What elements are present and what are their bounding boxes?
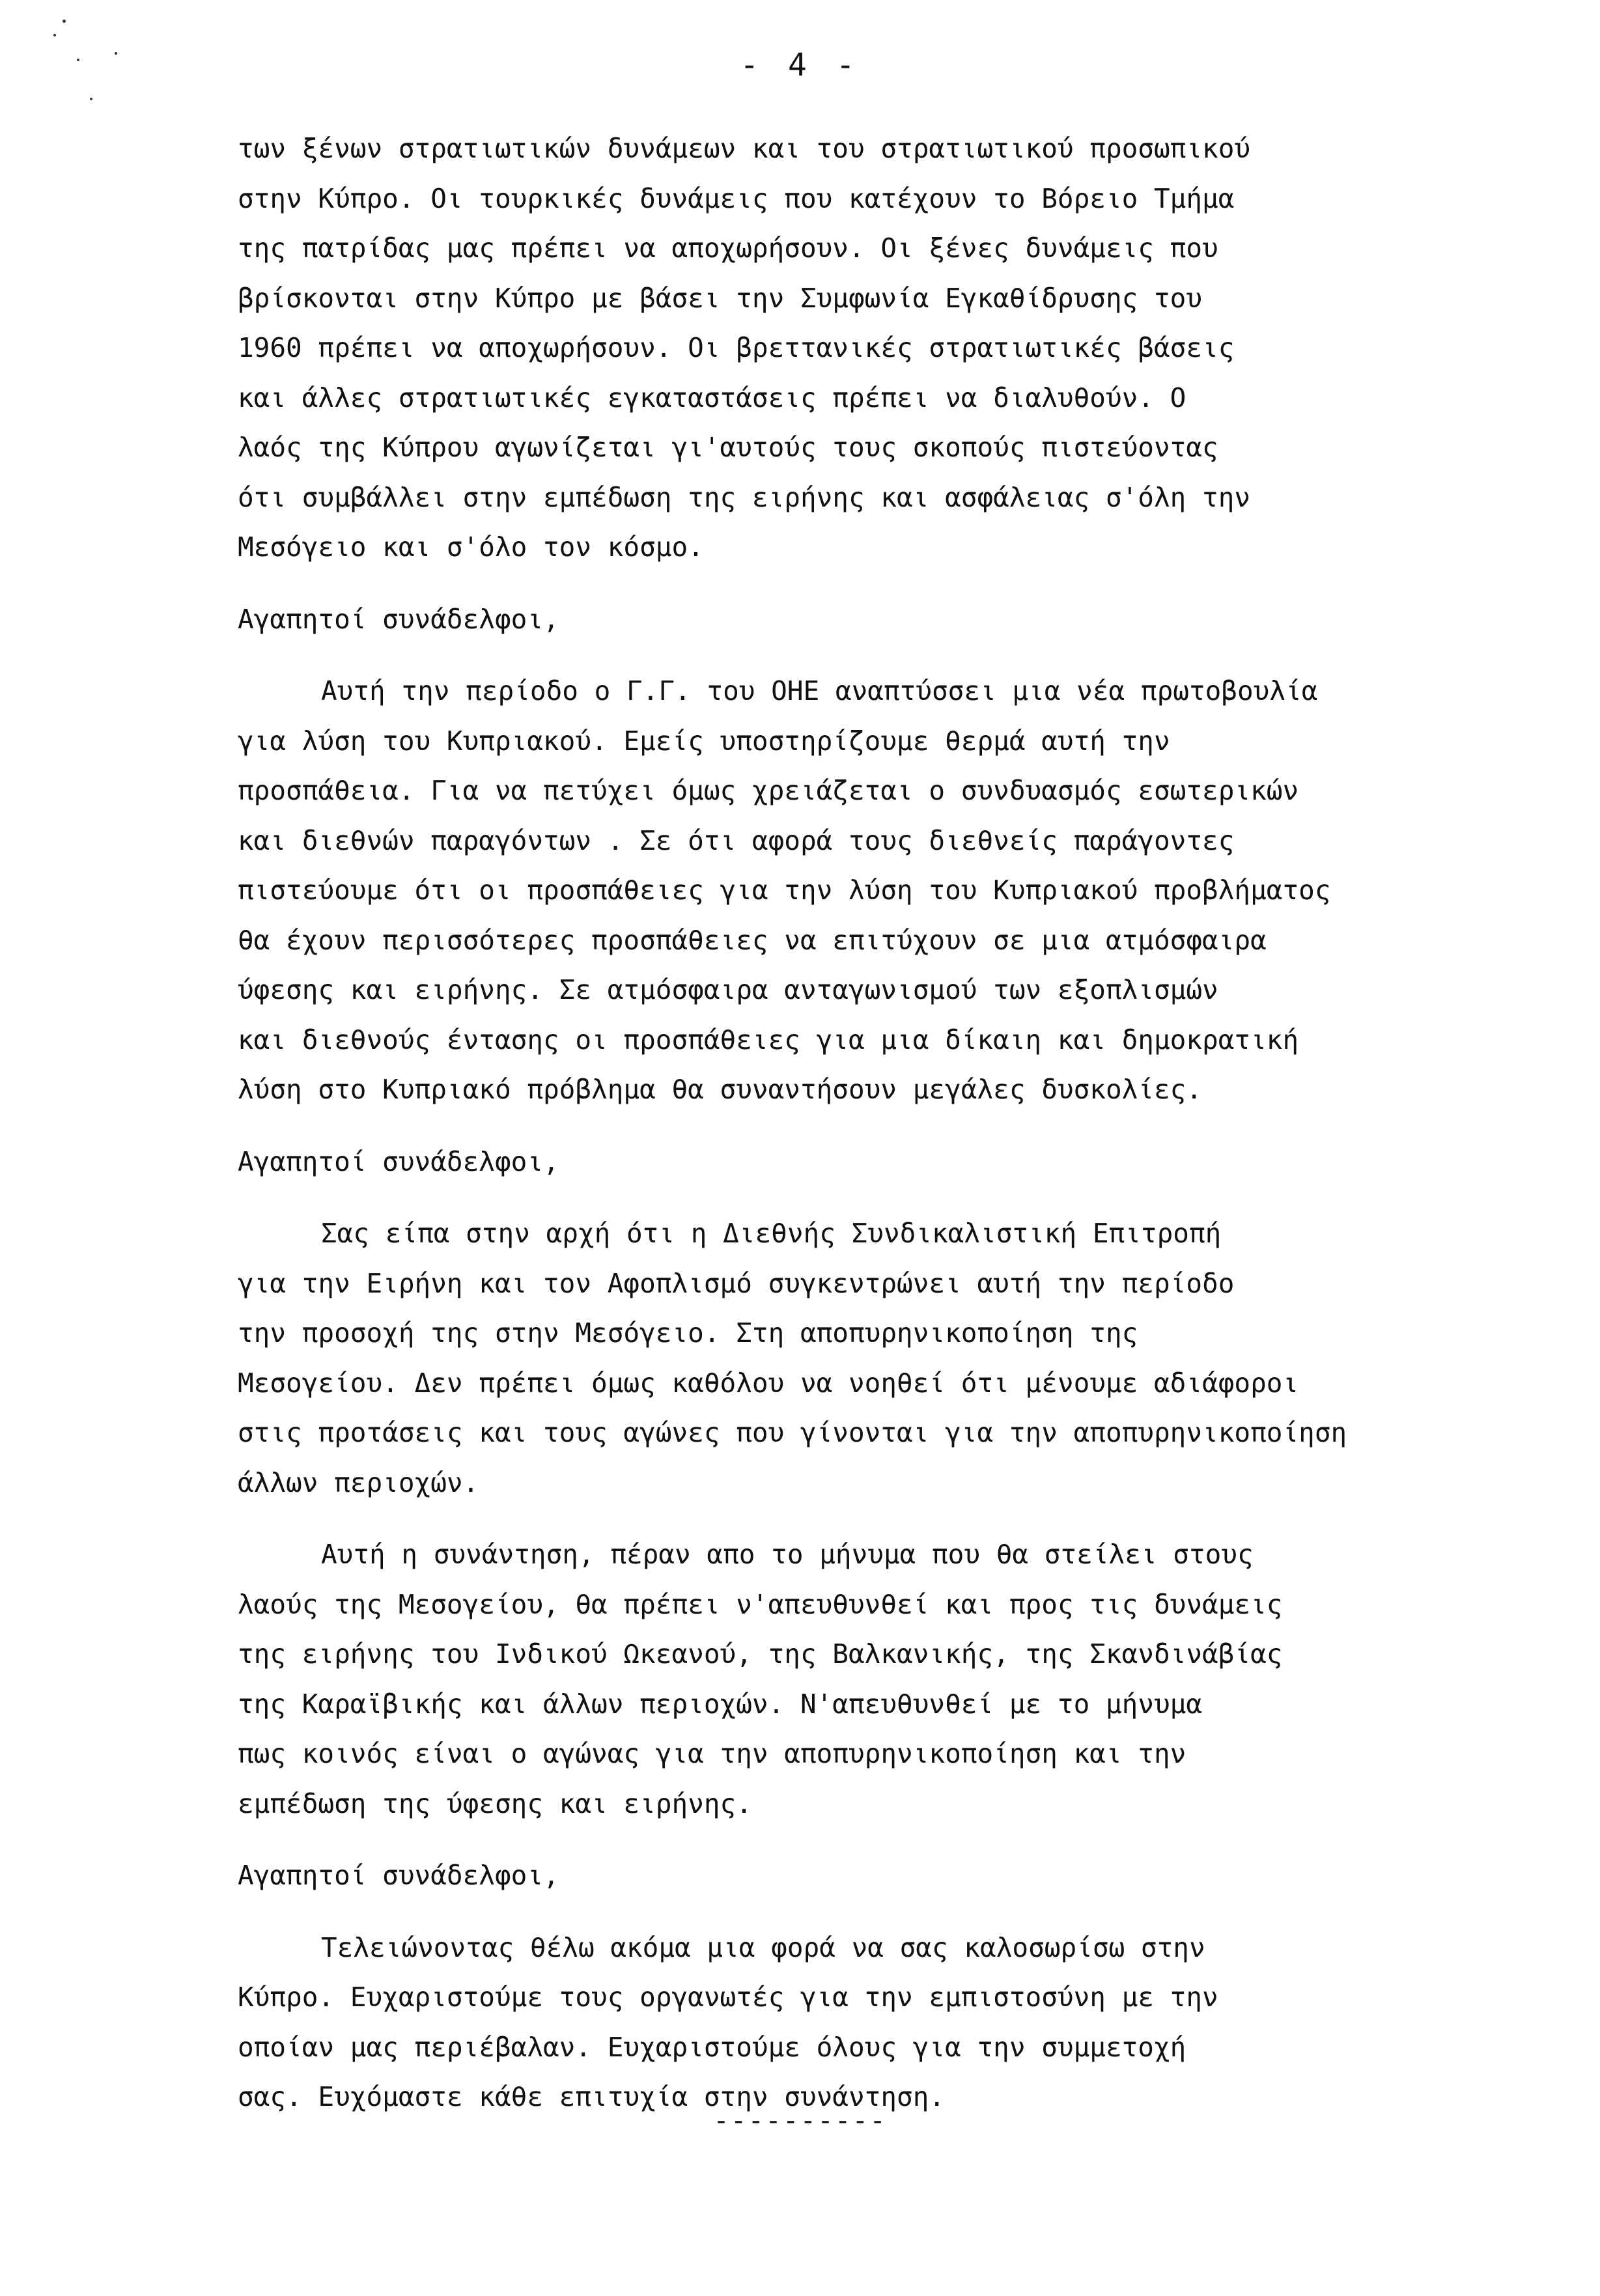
scan-speck	[53, 34, 56, 36]
text-line: και άλλες στρατιωτικές εγκαταστάσεις πρέπει να διαλυθούν. Ο	[238, 382, 1186, 413]
text-line: για την Ειρήνη και τον Αφοπλισμό συγκεντρώνει αυτή την περίοδο	[238, 1267, 1235, 1299]
text-line: ύφεσης και ειρήνης. Σε ατμόσφαιρα ανταγωνισμού των εξοπλισμών	[238, 974, 1218, 1005]
paragraph-gap	[238, 644, 1579, 666]
text-line: λύση στο Κυπριακό πρόβλημα θα συναντήσουν μεγάλες δυσκολίες.	[238, 1074, 1203, 1105]
text-line: για λύση του Κυπριακού. Εμείς υποστηρίζουμε θερμά αυτή την	[238, 725, 1170, 757]
paragraph	[238, 1851, 1579, 1901]
text-line: ότι συμβάλλει στην εμπέδωση της ειρήνης και ασφάλειας σ'όλη την	[238, 481, 1251, 513]
text-line: Αγαπητοί συνάδελφοι,	[238, 1145, 559, 1177]
text-line: της πατρίδας μας πρέπει να αποχωρήσουν. Οι ξένες δυνάμεις που	[238, 232, 1218, 264]
text-line: Αγαπητοί συνάδελφοι,	[238, 1860, 559, 1891]
text-line: άλλων περιοχών.	[238, 1466, 479, 1498]
text-line: στην Κύπρο. Οι τουρκικές δυνάμεις που κατέχουν το Βόρειο Τμήμα	[238, 182, 1235, 214]
text-line: οποίαν μας περιέβαλαν. Ευχαριστούμε όλους για την συμμετοχή	[238, 2031, 1186, 2063]
text-line: σας. Ευχόμαστε κάθε επιτυχία στην συνάντηση.	[238, 2081, 946, 2112]
paragraph-gap	[238, 572, 1579, 595]
text-line: και διεθνούς έντασης οι προσπάθειες για μια δίκαιη και δημοκρατική	[238, 1024, 1299, 1056]
text-line: Τελειώνοντας θέλω ακόμα μια φορά να σας καλοσωρίσω στην	[321, 1931, 1205, 1963]
paragraph	[238, 1530, 1579, 1828]
text-line: πιστεύουμε ότι οι προσπάθειες για την λύση του Κυπριακού προβλήματος	[238, 875, 1331, 906]
text-line: στις προτάσεις και τους αγώνες που γίνονται για την αποπυρηνικοποίηση	[238, 1417, 1347, 1448]
paragraph	[238, 124, 1579, 572]
paragraph-gap	[238, 1828, 1579, 1851]
paragraph-gap	[238, 1115, 1579, 1137]
text-line: λαούς της Μεσογείου, θα πρέπει ν'απευθυνθεί και προς τις δυνάμεις	[238, 1588, 1283, 1620]
text-line: προσπάθεια. Για να πετύχει όμως χρειάζεται ο συνδυασμός εσωτερικών	[238, 775, 1299, 806]
text-line: βρίσκονται στην Κύπρο με βάσει την Συμφωνία Εγκαθίδρυσης του	[238, 282, 1203, 314]
text-line: Αγαπητοί συνάδελφοι,	[238, 603, 559, 635]
text-line: πως κοινός είναι ο αγώνας για την αποπυρηνικοποίηση και την	[238, 1738, 1186, 1769]
text-line: Αυτή την περίοδο ο Γ.Γ. του ΟΗΕ αναπτύσσει μια νέα πρωτοβουλία	[321, 675, 1318, 707]
page-number: - 4 -	[740, 47, 860, 83]
paragraph-gap	[238, 1186, 1579, 1209]
paragraph	[238, 1923, 1579, 2122]
text-line: εμπέδωση της ύφεσης και ειρήνης.	[238, 1787, 752, 1819]
text-line: Μεσόγειο και σ'όλο τον κόσμο.	[238, 531, 704, 563]
paragraph	[238, 595, 1579, 645]
closing-rule: ----------	[713, 2105, 887, 2136]
paragraph-gap	[238, 1507, 1579, 1530]
text-line: Αυτή η συνάντηση, πέραν απο το μήνυμα που θα στείλει στους	[321, 1539, 1254, 1570]
text-line: Μεσογείου. Δεν πρέπει όμως καθόλου να νοηθεί ότι μένουμε αδιάφοροι	[238, 1367, 1299, 1399]
text-line: και διεθνών παραγόντων . Σε ότι αφορά τους διεθνείς παράγοντες	[238, 824, 1235, 856]
paragraph	[238, 666, 1579, 1115]
text-line: της ειρήνης του Ινδικού Ωκεανού, της Βαλκανικής, της Σκανδινάβίας	[238, 1638, 1283, 1670]
paragraph	[238, 1209, 1579, 1507]
text-line: 1960 πρέπει να αποχωρήσουν. Οι βρεττανικές στρατιωτικές βάσεις	[238, 332, 1235, 363]
text-line: θα έχουν περισσότερες προσπάθειες να επιτύχουν σε μια ατμόσφαιρα	[238, 924, 1267, 956]
text-line: την προσοχή της στην Μεσόγειο. Στη αποπυρηνικοποίηση της	[238, 1317, 1138, 1349]
scan-speck	[90, 98, 92, 100]
text-line: των ξένων στρατιωτικών δυνάμεων και του στρατιωτικού προσωπικού	[238, 133, 1251, 164]
body-text	[238, 124, 1579, 2122]
scan-speck	[63, 20, 66, 23]
text-line: λαός της Κύπρου αγωνίζεται γι'αυτούς τους σκοπούς πιστεύοντας	[238, 432, 1218, 463]
text-line: Κύπρο. Ευχαριστούμε τους οργανωτές για την εμπιστοσύνη με την	[238, 1981, 1218, 2013]
text-line: της Καραϊβικής και άλλων περιοχών. Ν'απευθυνθεί με το μήνυμα	[238, 1688, 1203, 1720]
paragraph-gap	[238, 1901, 1579, 1923]
paragraph	[238, 1137, 1579, 1187]
text-line: Σας είπα στην αρχή ότι η Διεθνής Συνδικαλιστική Επιτροπή	[321, 1218, 1222, 1249]
